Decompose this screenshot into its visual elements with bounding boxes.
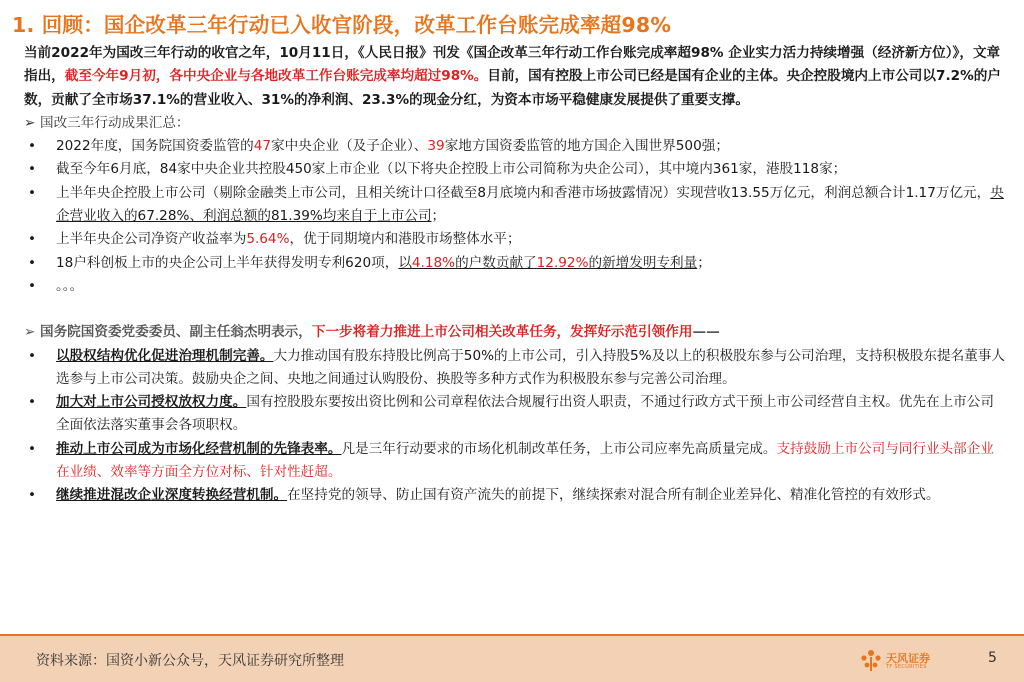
logo-mark-icon — [860, 648, 882, 672]
item-text: 以 — [398, 254, 412, 271]
item-text: 大力推动国有股东持股比例高于50%的上市公司，引入持股5%及以上的积极股东参与公司治理，支持积极股东提名董事人选参与上市公司决策。鼓励央企之间、央地之间通过认购股份、换股等多种方式作为积极股东参与完善公司治理。 — [56, 347, 1005, 387]
item-text: 。。。 — [56, 277, 84, 294]
list-item — [24, 484, 1006, 507]
item-text: 的新增发明专利量 — [588, 254, 698, 271]
arrow-icon: ➢ — [24, 324, 36, 341]
item-text: 凡是三年行动要求的市场化机制改革任务，上市公司应率先高质量完成。 — [341, 440, 777, 457]
section1-heading-text: 国改三年行动成果汇总： — [40, 114, 190, 131]
list-item — [24, 345, 1006, 392]
item-bold-lead: 以股权结构优化促进治理机制完善。 — [56, 347, 274, 364]
intro-highlight: 截至今年9月初，各中央企业与各地改革工作台账完成率均超过98%。 — [64, 68, 488, 85]
list-item — [24, 391, 1006, 438]
item-highlight: 4.18% — [411, 254, 456, 271]
item-bold-lead: 继续推进混改企业深度转换经营机制。 — [56, 487, 288, 504]
section2-heading-dash: —— — [692, 324, 720, 341]
list-item — [24, 228, 1006, 251]
list-item — [24, 252, 1006, 275]
section2-heading-highlight: 下一步将着力推进上市公司相关改革任务，发挥好示范引领作用 — [311, 324, 693, 341]
item-text: 18户科创板上市的央企公司上半年获得发明专利620项， — [56, 254, 399, 271]
list-item — [24, 182, 1006, 229]
item-bold-lead: 推动上市公司成为市场化经营机制的先锋表率。 — [56, 440, 342, 457]
page-title: 1. 回顾：国企改革三年行动已入收官阶段，改革工作台账完成率超98% — [12, 13, 672, 37]
logo-text: 天风证券 — [886, 652, 930, 665]
intro-paragraph — [24, 42, 1006, 112]
section2-list — [24, 345, 1006, 508]
item-underline — [398, 255, 697, 271]
list-item — [24, 275, 1006, 298]
item-underline: 央企营业收入的67.28%、利润总额的81.39%均来自于上市公司 — [56, 184, 1004, 225]
intro-text-1: 当前2022年为国改三年行动的收官之年，10月11日，《人民日报》刊发《国企改革三年行动工作台账完成率超98% 企业实力活力持续增强（经济新方位）》，文章指出， — [24, 45, 1001, 85]
item-text: ； — [431, 208, 446, 225]
section1-heading — [24, 112, 1006, 135]
item-highlight: 12.92% — [536, 254, 589, 271]
item-highlight: 47 — [253, 138, 272, 155]
item-text: 家地方国资委监管的地方国企入围世界500强； — [444, 138, 729, 155]
item-text: 国有控股股东要按出资比例和公司章程依法合规履行出资人职责，不通过行政方式干预上市公司经营自主权。优先在上市公司全面依法落实董事会各项职权。 — [56, 394, 994, 434]
item-highlight: 39 — [427, 138, 445, 155]
item-text: ； — [697, 254, 711, 271]
item-highlight: 支持鼓励上市公司与同行业头部企业在业绩、效率等方面全方位对标、针对性赶超。 — [56, 440, 994, 481]
item-text: 的户数贡献了 — [455, 254, 537, 271]
section2-heading — [24, 321, 1006, 344]
list-item — [24, 438, 1006, 485]
item-text: ，优于同期境内和港股市场整体水平； — [289, 231, 521, 248]
section2-heading-text: 国务院国资委党委委员、副主任翁杰明表示， — [40, 324, 312, 341]
item-highlight: 5.64% — [246, 231, 290, 248]
item-text: 上半年央企控股上市公司（剔除金融类上市公司，且相关统计口径截至8月底境内和香港市场披露情况）实现营收13.55万亿元，利润总额合计1.17万亿元， — [56, 184, 991, 201]
item-text: 家中央企业（及子企业）、 — [271, 138, 428, 155]
spacer — [24, 298, 1006, 321]
intro-text-2: 目前，国有控股上市公司已经是国有企业的主体。央企控股境内上市公司以7.2%的户数，贡献了全市场37.1%的营业收入、31%的净利润、23.3%的现金分红，为资本市场平稳健康发展提供了重要支撑。 — [24, 68, 1001, 108]
item-text: 上半年央企公司净资产收益率为 — [56, 231, 247, 248]
logo-subtext: TF SECURITIES — [886, 664, 927, 670]
page-number: 5 — [988, 650, 997, 666]
list-item — [24, 158, 1006, 181]
arrow-icon: ➢ — [24, 114, 36, 131]
company-logo — [860, 648, 950, 674]
item-bold-lead: 加大对上市公司授权放权力度。 — [56, 394, 247, 411]
item-text: 截至今年6月底，84家中央企业共控股450家上市企业（以下将央企控股上市公司简称为央企公司），其中境内361家，港股118家； — [56, 161, 847, 178]
list-item — [24, 135, 1006, 158]
slide-content — [24, 42, 1006, 508]
section1-list — [24, 135, 1006, 298]
item-text: 2022年度，国务院国资委监管的 — [56, 138, 254, 155]
source-note: 资料来源：国资小新公众号，天风证券研究所整理 — [36, 653, 344, 669]
item-text: 在坚持党的领导、防止国有资产流失的前提下，继续探索对混合所有制企业差异化、精准化管控的有效形式。 — [287, 487, 940, 504]
